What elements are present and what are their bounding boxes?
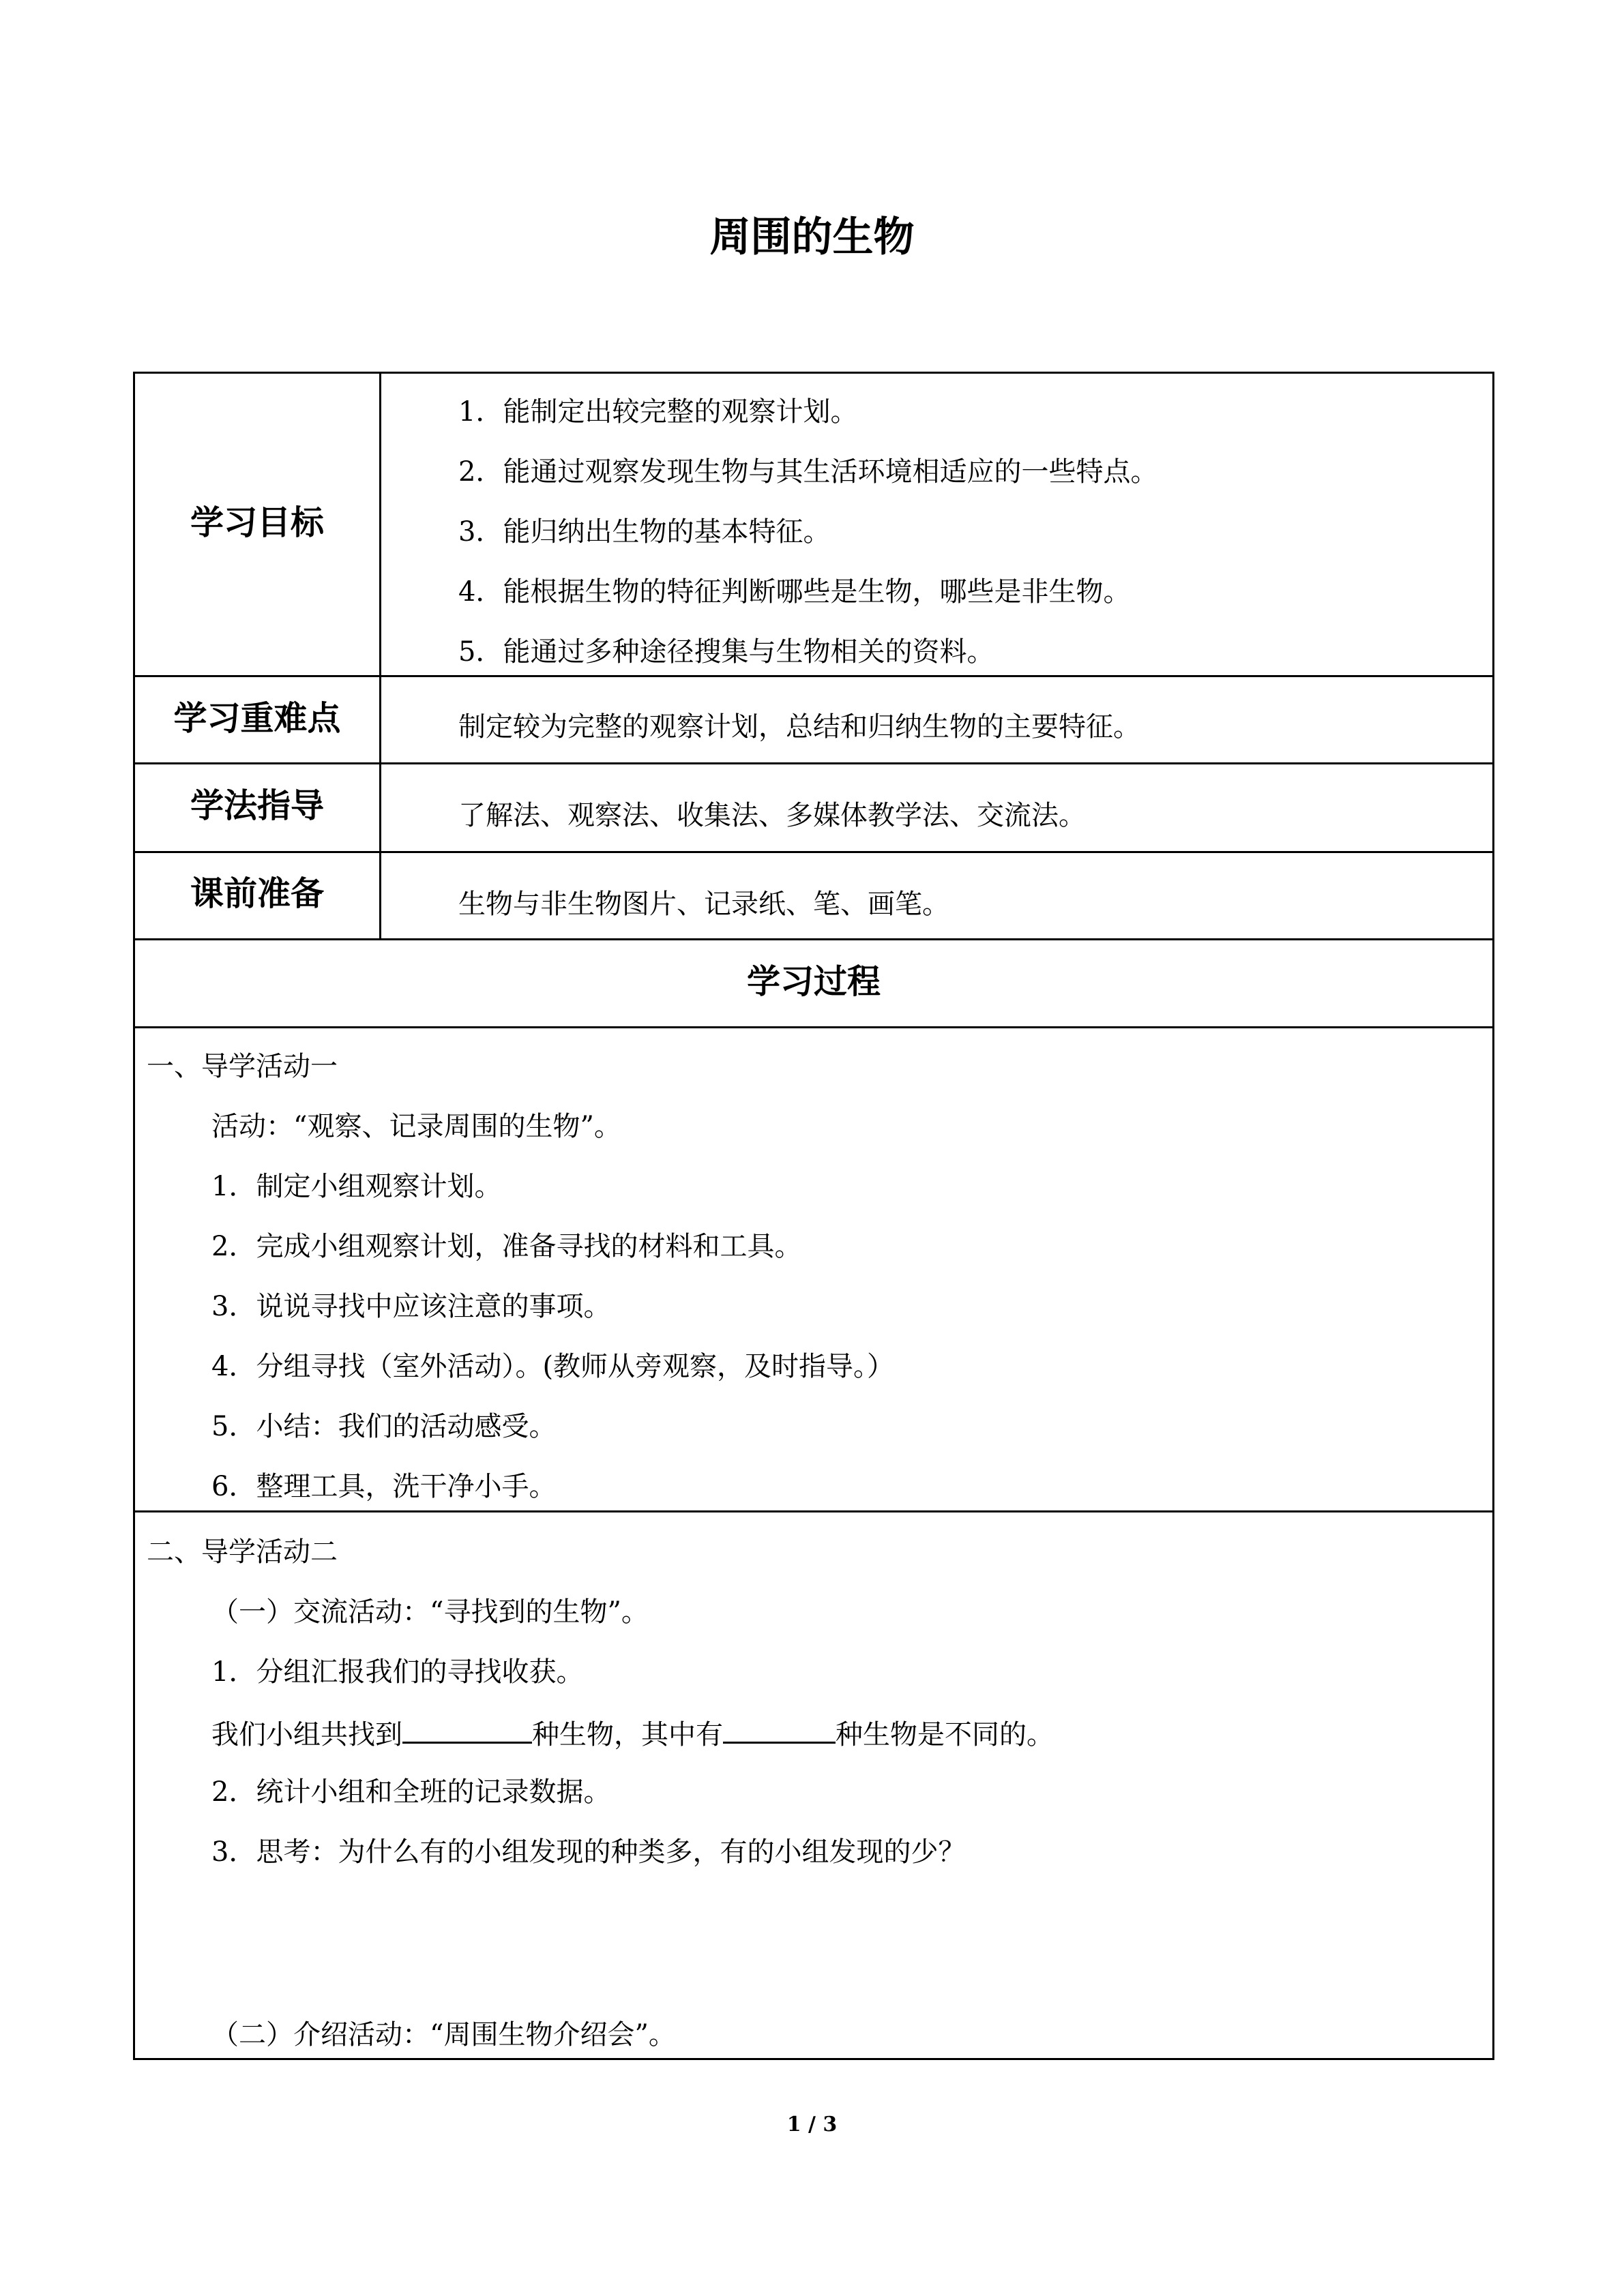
objective-item: 1．能制定出较完整的观察计划。: [458, 396, 858, 428]
row-divider: [133, 675, 1494, 677]
fill-in-text: 种生物，其中有: [532, 1719, 723, 1750]
fill-in-blank[interactable]: [723, 1714, 836, 1744]
objectives-label: 学习目标: [190, 503, 324, 542]
activity-two-subheading: （一）交流活动：“寻找到的生物”。: [211, 1596, 649, 1628]
activity-two-heading: 二、导学活动二: [147, 1536, 338, 1568]
fill-in-text: 我们小组共找到: [211, 1719, 402, 1750]
activity-step: 3．思考：为什么有的小组发现的种类多，有的小组发现的少？: [211, 1836, 966, 1868]
activity-step: 1．分组汇报我们的寻找收获。: [211, 1656, 584, 1688]
objective-item: 5．能通过多种途径搜集与生物相关的资料。: [458, 636, 994, 668]
row-divider: [133, 851, 1494, 853]
activity-step: 2．统计小组和全班的记录数据。: [211, 1776, 611, 1808]
activity-step: 3．说说寻找中应该注意的事项。: [211, 1291, 611, 1322]
activity-one-heading: 一、导学活动一: [147, 1051, 338, 1082]
process-heading: 学习过程: [746, 962, 881, 1001]
key-points-text: 制定较为完整的观察计划，总结和归纳生物的主要特征。: [458, 711, 1140, 743]
activity-one-intro: 活动：“观察、记录周围的生物”。: [211, 1111, 621, 1142]
method-label: 学法指导: [190, 786, 324, 825]
column-divider: [379, 372, 381, 940]
method-text: 了解法、观察法、收集法、多媒体教学法、交流法。: [458, 800, 1086, 831]
fill-in-blank[interactable]: [402, 1714, 532, 1744]
row-divider: [133, 938, 1494, 940]
activity-step: 5．小结：我们的活动感受。: [211, 1411, 557, 1442]
row-divider: [133, 1026, 1494, 1028]
activity-step: 2．完成小组观察计划，准备寻找的材料和工具。: [211, 1231, 802, 1262]
objective-item: 2．能通过观察发现生物与其生活环境相适应的一些特点。: [458, 456, 1158, 488]
key-points-label: 学习重难点: [173, 699, 341, 738]
activity-step: 4．分组寻找（室外活动）。(教师从旁观察，及时指导。）: [211, 1351, 895, 1382]
preparation-text: 生物与非生物图片、记录纸、笔、画笔。: [458, 889, 949, 920]
objective-item: 3．能归纳出生物的基本特征。: [458, 516, 831, 548]
preparation-label: 课前准备: [190, 874, 324, 913]
activity-step: 1．制定小组观察计划。: [211, 1171, 502, 1202]
page-number: 1 / 3: [786, 2113, 838, 2136]
activity-two-subheading: （二）介绍活动：“周围生物介绍会”。: [211, 2019, 676, 2051]
fill-in-sentence: [211, 1714, 1054, 1753]
page-title: 周围的生物: [709, 213, 915, 261]
row-divider: [133, 1510, 1494, 1512]
row-divider: [133, 762, 1494, 764]
fill-in-text: 种生物是不同的。: [836, 1719, 1054, 1750]
activity-step: 6．整理工具，洗干净小手。: [211, 1471, 557, 1502]
objective-item: 4．能根据生物的特征判断哪些是生物，哪些是非生物。: [458, 576, 1131, 608]
